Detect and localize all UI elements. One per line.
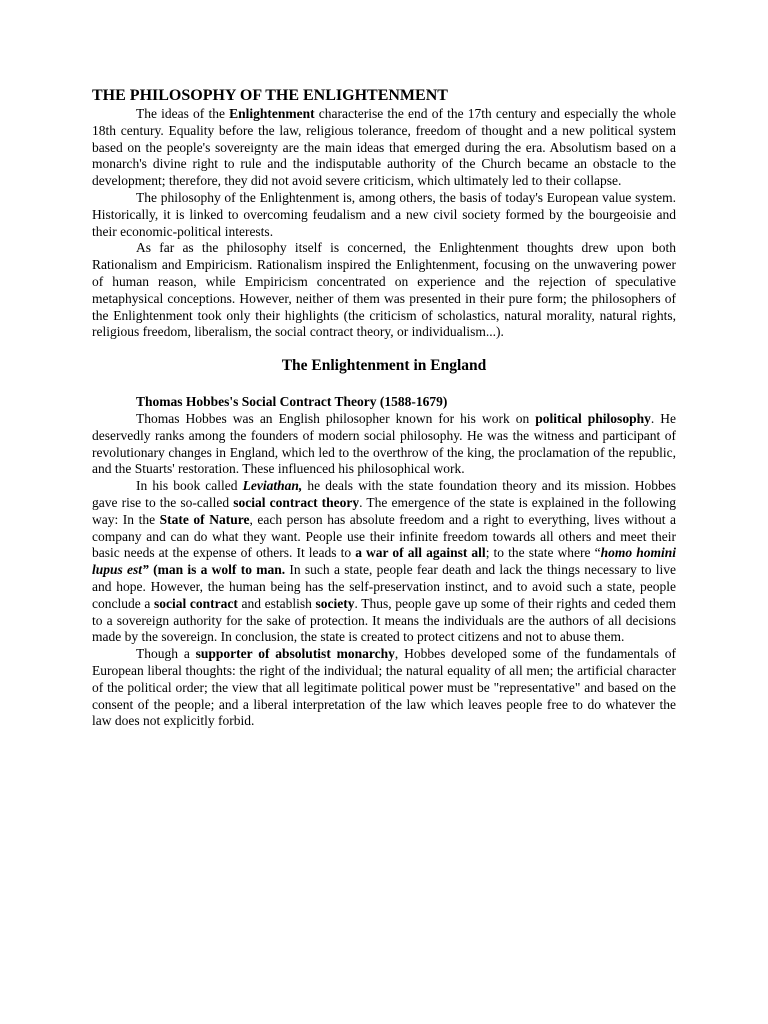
bold-term: Enlightenment bbox=[229, 106, 315, 121]
paragraph: Though a supporter of absolutist monarchy, Hobbes developed some of the fundamentals of European liberal thoughts: the right of the individual; the natural equality of all men; the artificial character of the political order; the view that all legitimate political power must be "representative" and based on the consent of the people; and a liberal interpretation of the law which leaves people free to do whatever the law does not explicitly forbid. bbox=[92, 646, 676, 729]
bold-term: society bbox=[315, 595, 355, 611]
bold-term: social contract bbox=[153, 595, 238, 611]
subsection-title: Thomas Hobbes's Social Contract Theory (1588-1679) bbox=[136, 394, 448, 410]
paragraph: As far as the philosophy itself is concerned, the Enlightenment thoughts drew upon both Rationalism and Empiricism. Rationalism inspired the Enlightenment, focusing on the unwavering power of human reason, while Empiricism concentrated on experience and the rejection of speculative metaphysical conceptions. However, neither of them was presented in their pure form; the philosophers of the Enlightenment took only their highlights (the criticism of scholastics, natural morality, natural rights, religious freedom, liberalism, the social contract theory, or individualism...). bbox=[92, 240, 676, 340]
paragraph: The ideas of the Enlightenment characterise the end of the 17th century and especially the whole 18th century. Equality before the law, religious tolerance, freedom of thought and a new political system based on the people's sovereignty are the main ideas that emerged during the era. Absolutism based on a monarch's divine right to rule and the indisputable authority of the Church became an obstacle to the development; therefore, they did not avoid severe criticism, which ultimately led to their collapse. bbox=[92, 106, 676, 189]
emphasis-text: Leviathan, bbox=[242, 478, 303, 494]
intro-section bbox=[92, 106, 676, 341]
document-title: THE PHILOSOPHY OF THE ENLIGHTENMENT bbox=[92, 87, 448, 104]
document-page bbox=[92, 86, 676, 730]
section-title: The Enlightenment in England bbox=[281, 357, 487, 375]
hobbes-section bbox=[92, 411, 676, 730]
paragraph: The philosophy of the Enlightenment is, among others, the basis of today's European value system. Historically, it is linked to overcoming feudalism and a new civil society formed by the bourgeoisie and their economic-political interests. bbox=[92, 189, 676, 239]
bold-term: State of Nature bbox=[159, 511, 250, 527]
bold-term: a war of all against all bbox=[355, 545, 486, 561]
bold-term: social contract theory bbox=[233, 494, 360, 510]
paragraph: In his book called Leviathan, he deals with the state foundation theory and its mission. Hobbes gave rise to the so-called social contract theory. The emergence of the state is explained in the following way: In the State of Nature, each person has absolute freedom and a right to everything, lives without a company and can do what they want. People use their infinite freedom towards all others and meet their basic needs at the expense of others. It leads to a war of all against all; to the state where “homo homini lupus est” (man is a wolf to man. In such a state, people fear death and lack the things necessary to live and hope. However, the human being has the self-preservation instinct, and to avoid such a state, people conclude a social contract and establish society. Thus, people gave up some of their rights and ceded them to a sovereign authority for the sake of protection. It means the individuals are the authors of all decisions made by the sovereign. In conclusion, the state is created to protect citizens and not to abuse them. bbox=[92, 478, 677, 645]
bold-term: (man is a wolf to man. bbox=[153, 562, 286, 578]
bold-term: supporter of absolutist monarchy bbox=[195, 646, 395, 662]
emphasis-text: homo homini lupus est” bbox=[92, 545, 676, 578]
paragraph: Thomas Hobbes was an English philosopher known for his work on political philosophy. He deservedly ranks among the founders of modern social philosophy. He was the witness and participant of revolutionary changes in England, which led to the overthrow of the king, the proclamation of the republic, and the Stuarts' restoration. These influenced his philosophical work. bbox=[92, 410, 676, 477]
bold-term: political philosophy bbox=[535, 410, 651, 426]
